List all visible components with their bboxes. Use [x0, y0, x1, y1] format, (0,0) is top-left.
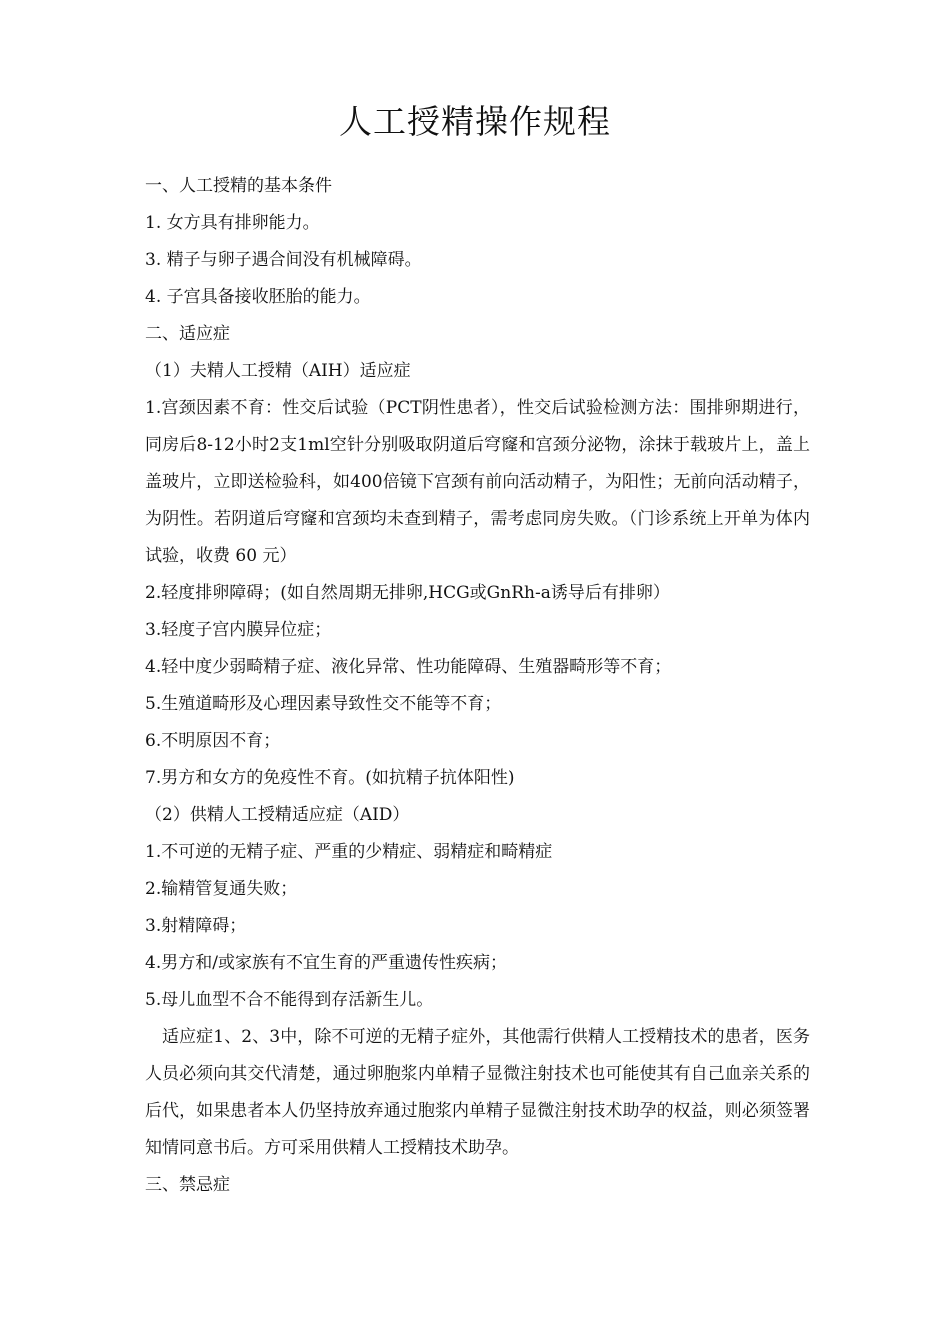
document-title: 人工授精操作规程: [339, 102, 611, 141]
aih-item: 3.轻度子宫内膜异位症；: [145, 620, 332, 640]
aid-item: 4.男方和/或家族有不宜生育的严重遗传性疾病；: [145, 953, 507, 973]
aid-item: 2.输精管复通失败；: [145, 879, 298, 899]
subheading-aid: （2）供精人工授精适应症（AID）: [145, 805, 410, 825]
section-heading-indications: 二、适应症: [145, 324, 230, 344]
condition-item: 3. 精子与卵子遇合间没有机械障碍。: [145, 250, 422, 270]
aih-item: 6.不明原因不育；: [145, 731, 281, 751]
subheading-aih: （1）夫精人工授精（AIH）适应症: [145, 361, 411, 381]
aid-item: 3.射精障碍；: [145, 916, 247, 936]
paragraph-aid-note: 适应症1、2、3中，除不可逆的无精子症外，其他需行供精人工授精技术的患者，医务人员必须向其交代清楚，通过卵胞浆内单精子显微注射技术也可能使其有自己血亲关系的后代，如果患者本人仍坚持放弃通过胞浆内单精子显微注射技术助孕的权益，则必须签署知情同意书后。方可采用供精人工授精技术助孕。: [145, 1027, 810, 1158]
condition-item: 4. 子宫具备接收胚胎的能力。: [145, 287, 371, 307]
paragraph-cervical-factor: 1.宫颈因素不育：性交后试验（PCT阴性患者），性交后试验检测方法：围排卵期进行，同房后8-12小时2支1ml空针分别吸取阴道后穹窿和宫颈分泌物，涂抹于载玻片上，盖上盖玻片，立即送检验科，如400倍镜下宫颈有前向活动精子，为阳性；无前向活动精子，为阴性。若阴道后穹窿和宫颈均未查到精子，需考虑同房失败。（门诊系统上开单为体内试验，收费 60 元）: [145, 398, 810, 566]
aih-item: 4.轻中度少弱畸精子症、液化异常、性功能障碍、生殖器畸形等不育；: [145, 657, 672, 677]
aih-item: 5.生殖道畸形及心理因素导致性交不能等不育；: [145, 694, 502, 714]
aih-item: 7.男方和女方的免疫性不育。(如抗精子抗体阳性): [145, 768, 515, 788]
section-heading-conditions: 一、人工授精的基本条件: [145, 176, 332, 196]
aid-item: 1.不可逆的无精子症、严重的少精症、弱精症和畸精症: [145, 842, 553, 862]
section-heading-contraindications: 三、禁忌症: [145, 1175, 230, 1195]
aih-item: 2.轻度排卵障碍；(如自然周期无排卵,HCG或GnRh-a诱导后有排卵）: [145, 583, 670, 603]
condition-item: 1. 女方具有排卵能力。: [145, 213, 320, 233]
aid-item: 5.母儿血型不合不能得到存活新生儿。: [145, 990, 434, 1010]
document-body: [145, 168, 810, 1204]
